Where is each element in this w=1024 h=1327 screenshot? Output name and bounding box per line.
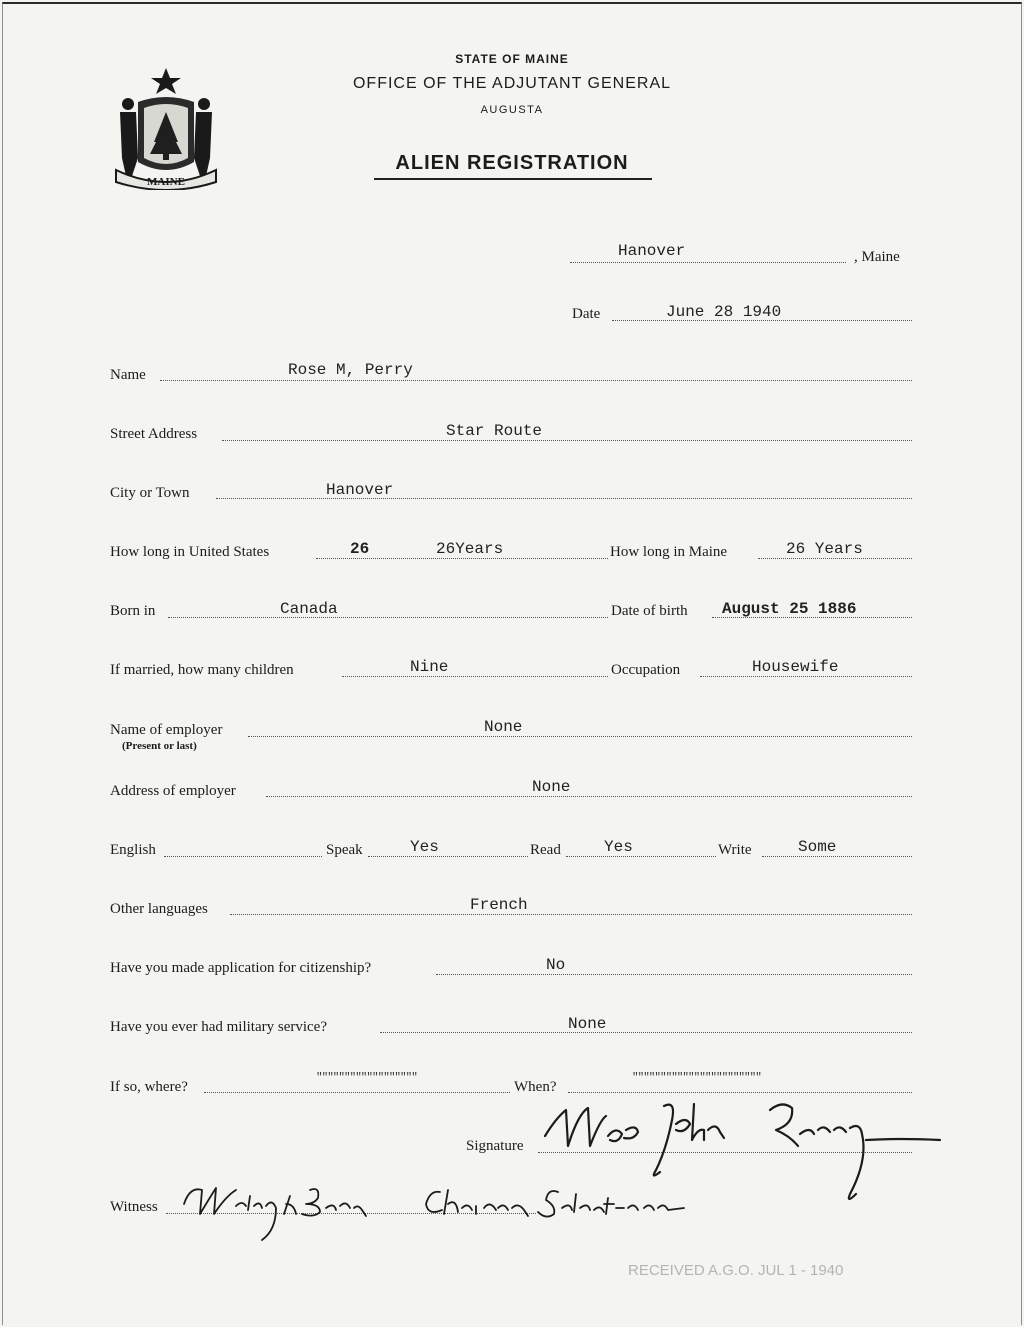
other-languages-label: Other languages (110, 901, 208, 917)
military-dots (380, 1032, 912, 1033)
employer-address-value[interactable]: None (532, 778, 571, 796)
maine-years-value[interactable]: 26 Years (786, 540, 863, 558)
dob-value[interactable]: August 25 1886 (722, 600, 857, 618)
signature-dots (538, 1152, 912, 1153)
street-value[interactable]: Star Route (446, 422, 543, 440)
us-years-value-2[interactable]: 26Years (436, 540, 504, 558)
employer-label: Name of employer (110, 722, 223, 738)
employer-address-dots (266, 796, 912, 797)
maine-years-dots (758, 558, 912, 559)
street-label: Street Address (110, 426, 198, 442)
employer-value[interactable]: None (484, 718, 523, 736)
date-label: Date (572, 306, 601, 322)
where-dots (204, 1092, 510, 1093)
children-value[interactable]: Nine (410, 658, 449, 676)
occupation-value[interactable]: Housewife (752, 658, 839, 676)
maine-years-label: How long in Maine (610, 544, 728, 560)
citizenship-label: Have you made application for citizenship? (110, 960, 372, 976)
write-value[interactable]: Some (798, 838, 837, 856)
office-heading: OFFICE OF THE ADJUTANT GENERAL (352, 75, 672, 92)
city-dots (216, 498, 912, 499)
city-value[interactable]: Hanover (326, 481, 394, 499)
city-label: City or Town (110, 485, 190, 501)
military-value[interactable]: None (568, 1015, 607, 1033)
write-dots (762, 856, 912, 857)
speak-dots (368, 856, 528, 857)
us-years-dots (316, 558, 608, 559)
employer-dots (248, 736, 912, 737)
witness-label: Witness (110, 1199, 158, 1215)
when-dots (568, 1092, 912, 1093)
occupation-dots (700, 676, 912, 677)
where-label: If so, where? (110, 1079, 188, 1095)
english-label: English (110, 842, 156, 858)
children-dots (342, 676, 608, 677)
us-years-label: How long in United States (110, 544, 270, 560)
city-heading: AUGUSTA (480, 104, 544, 116)
other-languages-dots (230, 914, 912, 915)
occupation-label: Occupation (611, 662, 681, 678)
state-heading: STATE OF MAINE (455, 52, 569, 66)
citizenship-value[interactable]: No (546, 956, 566, 974)
where-value[interactable]: """""""""""""""""" (316, 1072, 417, 1084)
born-in-dots (168, 617, 608, 618)
received-stamp: RECEIVED A.G.O. JUL 1 - 1940 (628, 1262, 844, 1279)
place-suffix-label: , Maine (854, 249, 900, 265)
read-label: Read (530, 842, 561, 858)
born-in-value[interactable]: Canada (280, 600, 338, 618)
dob-label: Date of birth (611, 603, 688, 619)
citizenship-dots (436, 974, 912, 975)
form-title: ALIEN REGISTRATION (395, 152, 629, 174)
name-dots (160, 380, 912, 381)
other-languages-value[interactable]: French (470, 896, 528, 914)
signature-label: Signature (466, 1138, 524, 1154)
english-dots (164, 856, 322, 857)
read-value[interactable]: Yes (604, 838, 633, 856)
born-in-label: Born in (110, 603, 156, 619)
place-town-value[interactable]: Hanover (618, 242, 686, 260)
children-label: If married, how many children (110, 662, 294, 678)
read-dots (566, 856, 716, 857)
employer-sublabel: (Present or last) (122, 740, 197, 752)
seal-banner-text: MAINE (147, 176, 185, 188)
name-value[interactable]: Rose M, Perry (288, 361, 413, 379)
military-label: Have you ever had military service? (110, 1019, 327, 1035)
date-value[interactable]: June 28 1940 (666, 303, 782, 321)
speak-label: Speak (326, 842, 363, 858)
title-underline (374, 178, 652, 180)
witness-dots (166, 1213, 536, 1214)
speak-value[interactable]: Yes (410, 838, 439, 856)
when-label: When? (514, 1079, 557, 1095)
employer-address-label: Address of employer (110, 783, 236, 799)
when-value[interactable]: """"""""""""""""""""""" (632, 1072, 761, 1084)
name-label: Name (110, 367, 146, 383)
write-label: Write (718, 842, 752, 858)
us-years-value-1[interactable]: 26 (350, 540, 370, 558)
street-dots (222, 440, 912, 441)
place-dots (570, 262, 846, 263)
